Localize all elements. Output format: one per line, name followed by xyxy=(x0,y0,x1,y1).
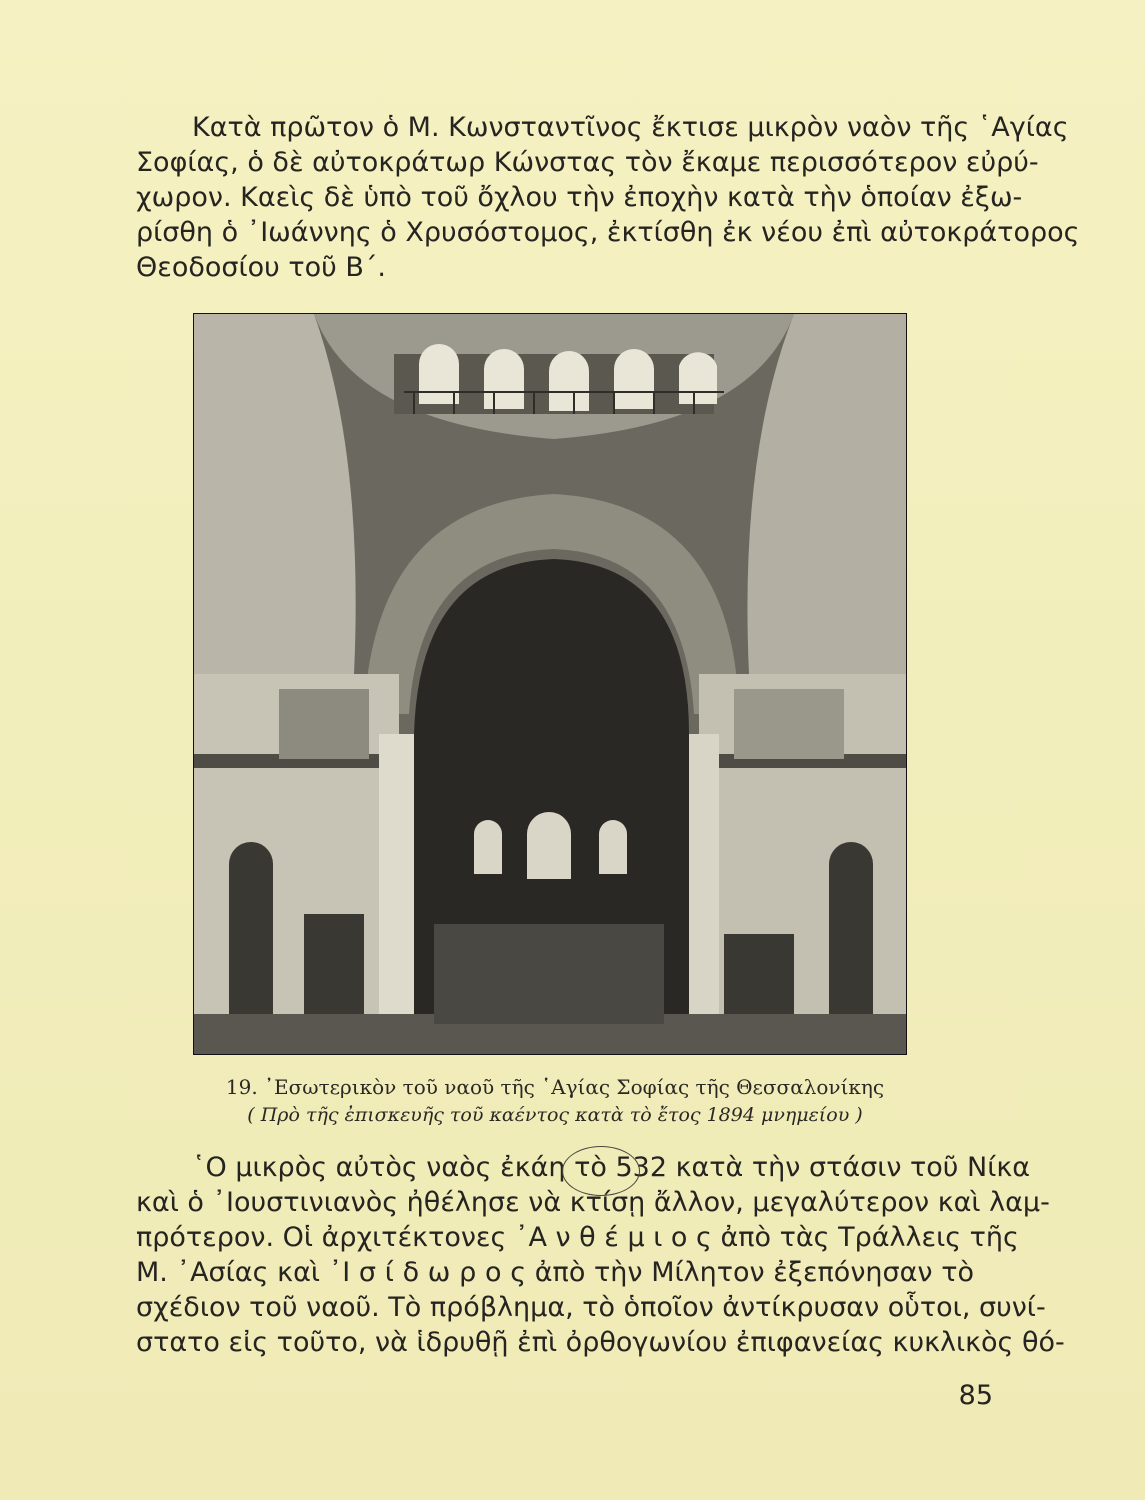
text-line: ῾Ο μικρὸς αὐτὸς ναὸς ἐκάη τὸ 532 κατὰ τὴν στάσιν τοῦ Νίκα xyxy=(192,1152,1031,1183)
figure-caption-note: ( Πρὸ τῆς ἐπισκευῆς τοῦ καέντος κατὰ τὸ ἔτος 1894 μνημείου ) xyxy=(247,1104,863,1126)
text-line: χωρον. Καεὶς δὲ ὑπὸ τοῦ ὄχλου τὴν ἐποχὴν κατὰ τὴν ὁποίαν ἐξω- xyxy=(136,182,1023,213)
figure-caption-title: 19. ᾿Εσωτερικὸν τοῦ ναοῦ τῆς ῾Αγίας Σοφίας τῆς Θεσσαλονίκης xyxy=(225,1075,885,1099)
text-line: Κατὰ πρῶτον ὁ Μ. Κωνσταντῖνος ἔκτισε μικρὸν ναὸν τῆς ῾Αγίας xyxy=(192,112,1069,143)
text-line: Σοφίας, ὁ δὲ αὐτοκράτωρ Κώνστας τὸν ἔκαμε περισσότερον εὐρύ- xyxy=(136,147,1039,178)
text-line: Μ. ᾿Ασίας καὶ ᾿Ι σ ί δ ω ρ ο ς ἀπὸ τὴν Μίλητον ἐξεπόνησαν τὸ xyxy=(136,1257,974,1288)
text-line: ρίσθη ὁ ᾿Ιωάννης ὁ Χρυσόστομος, ἐκτίσθη ἐκ νέου ἐπὶ αὐτοκράτορος xyxy=(136,217,1080,248)
text-line: σχέδιον τοῦ ναοῦ. Τὸ πρόβλημα, τὸ ὁποῖον ἀντίκρυσαν οὗτοι, συνί- xyxy=(136,1292,1046,1323)
text-line: Θεοδοσίου τοῦ Β΄. xyxy=(136,252,386,283)
page-number: 85 xyxy=(958,1380,993,1411)
text-line: καὶ ὁ ᾿Ιουστινιανὸς ἠθέλησε νὰ κτίσῃ ἄλλον, μεγαλύτερον καὶ λαμ- xyxy=(136,1187,1050,1218)
text-line: στατο εἰς τοῦτο, νὰ ἱδρυθῇ ἐπὶ ὀρθογωνίου ἐπιφανείας κυκλικὸς θό- xyxy=(136,1327,1065,1358)
paragraph-intro xyxy=(136,110,1080,285)
paragraph-main xyxy=(136,1150,1065,1360)
church-interior-photo xyxy=(193,313,907,1055)
text-line: πρότερον. Οἱ ἀρχιτέκτονες ᾿Α ν θ έ μ ι ο ς ἀπὸ τὰς Τράλλεις τῆς xyxy=(136,1222,1019,1253)
